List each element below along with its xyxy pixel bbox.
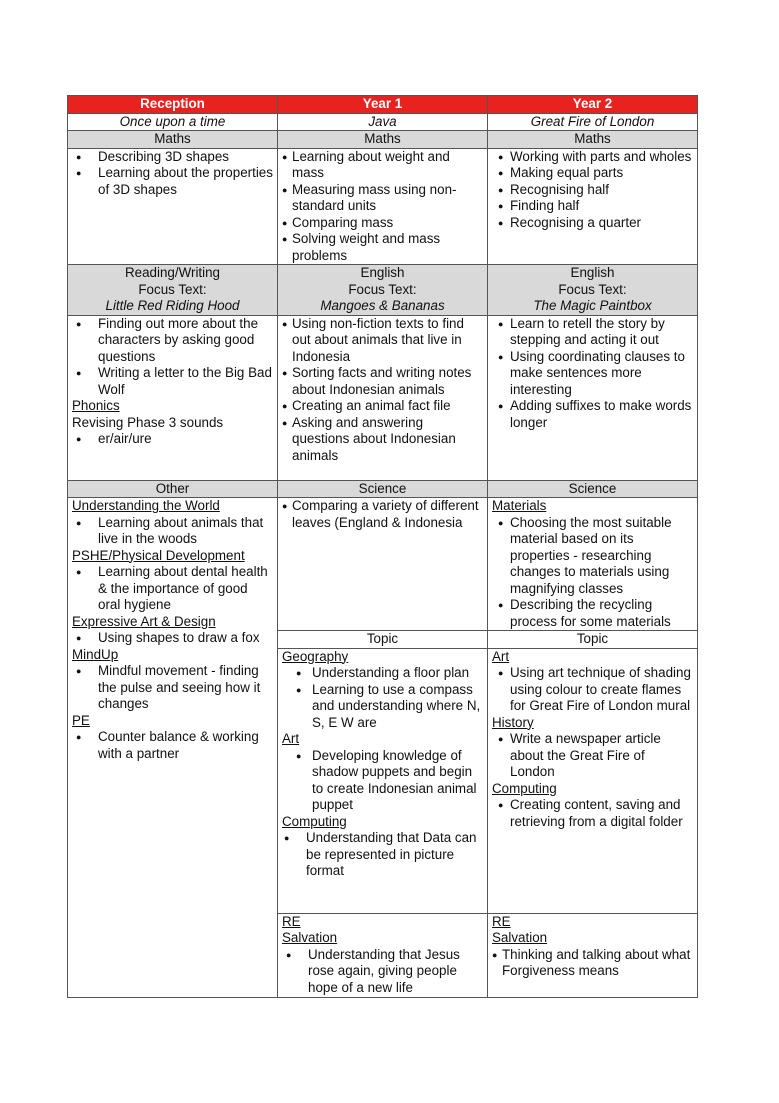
header-reception: Reception <box>68 96 278 114</box>
other-science-label-row <box>68 480 698 498</box>
subject-label: English <box>360 265 405 280</box>
theme-row <box>68 113 698 131</box>
focus-label: Focus Text: <box>558 281 627 297</box>
list-item: ● Learn to retell the story by stepping and acting it out <box>510 316 693 349</box>
list-item: ● Understanding that Data can be represented in picture format <box>306 830 483 880</box>
science-content-row <box>68 498 698 631</box>
list-item: ● Mindful movement - finding the pulse and seeing how it changes <box>98 663 273 713</box>
computing-label: Computing <box>282 813 347 829</box>
list-item: ● Describing the recycling process for some materials <box>510 597 693 630</box>
list-item: ● Recognising half <box>510 182 693 199</box>
science-year2 <box>488 498 698 631</box>
art-label: Art <box>492 648 510 664</box>
english-reception <box>68 315 278 480</box>
focus-text: Mangoes & Bananas <box>320 298 445 313</box>
list-item: ● Working with parts and wholes <box>510 149 693 166</box>
focus-label: Focus Text: <box>138 281 207 297</box>
list-item: ● Learning about weight and mass <box>292 149 483 182</box>
other-label: Other <box>68 480 278 498</box>
list-item: ● Adding suffixes to make words longer <box>510 398 693 431</box>
re-year1 <box>278 913 488 997</box>
list-item: ● Recognising a quarter <box>510 215 693 232</box>
list-item: ● Describing 3D shapes <box>98 149 273 166</box>
pshe-label: PSHE/Physical Development <box>72 547 245 563</box>
list-item: ● er/air/ure <box>98 431 273 448</box>
computing-label: Computing <box>492 780 557 796</box>
list-item: ● Thinking and talking about what Forgiveness means <box>502 947 693 980</box>
theme-reception: Once upon a time <box>68 113 278 131</box>
list-item: ● Finding half <box>510 198 693 215</box>
maths-label-year2: Maths <box>488 131 698 149</box>
list-item: ● Using non-fiction texts to find out about animals that live in Indonesia <box>292 316 483 366</box>
list-item: ● Counter balance & working with a partner <box>98 729 273 762</box>
maths-label-row <box>68 131 698 149</box>
re-label: RE <box>492 913 511 929</box>
list-item: ● Writing a letter to the Big Bad Wolf <box>98 365 273 398</box>
list-item: ● Learning to use a compass and understanding where N, S, E W are <box>312 682 483 732</box>
maths-reception <box>68 148 278 265</box>
list-item: ● Finding out more about the characters by asking good questions <box>98 316 273 366</box>
focus-text: The Magic Paintbox <box>533 298 652 313</box>
focus-text: Little Red Riding Hood <box>105 298 240 313</box>
list-item: ● Asking and answering questions about Indonesian animals <box>292 415 483 465</box>
science-label-year2: Science <box>488 480 698 498</box>
subject-label: Reading/Writing <box>124 265 221 280</box>
header-year2: Year 2 <box>488 96 698 114</box>
list-item: ● Learning about animals that live in the woods <box>98 515 273 548</box>
materials-label: Materials <box>492 498 547 513</box>
ead-label: Expressive Art & Design <box>72 613 216 629</box>
list-item: ● Using coordinating clauses to make sentences more interesting <box>510 349 693 399</box>
list-item: ● Sorting facts and writing notes about Indonesian animals <box>292 365 483 398</box>
english-label-row <box>68 265 698 316</box>
salvation-label: Salvation <box>282 930 338 945</box>
list-item: ● Comparing mass <box>292 215 483 232</box>
english-content-row <box>68 315 698 480</box>
list-item: ● Learning about the properties of 3D shapes <box>98 165 273 198</box>
topic-label-year1: Topic <box>278 631 488 649</box>
list-item: ● Understanding a floor plan <box>312 665 483 682</box>
english-year2 <box>488 315 698 480</box>
re-year2 <box>488 913 698 997</box>
list-item: ● Solving weight and mass problems <box>292 231 483 264</box>
english-label-year2 <box>488 265 698 316</box>
maths-label-year1: Maths <box>278 131 488 149</box>
re-label: RE <box>282 913 301 929</box>
header-year1: Year 1 <box>278 96 488 114</box>
header-row <box>68 96 698 114</box>
geography-label: Geography <box>282 648 349 664</box>
list-item: ● Using art technique of shading using colour to create flames for Great Fire of London mural <box>510 665 693 715</box>
list-item: ● Creating an animal fact file <box>292 398 483 415</box>
list-item: ● Choosing the most suitable material based on its properties - researching changes to materials using magnifying classes <box>510 515 693 598</box>
science-year1 <box>278 498 488 631</box>
list-item: ● Making equal parts <box>510 165 693 182</box>
list-item: ● Understanding that Jesus rose again, giving people hope of a new life <box>308 947 483 997</box>
art-label: Art <box>282 731 300 746</box>
maths-content-row <box>68 148 698 265</box>
history-label: History <box>492 714 534 730</box>
english-label-year1 <box>278 265 488 316</box>
mindup-label: MindUp <box>72 646 119 662</box>
phonics-text: Revising Phase 3 sounds <box>72 414 224 430</box>
english-year1 <box>278 315 488 480</box>
list-item: ● Measuring mass using non-standard units <box>292 182 483 215</box>
other-reception <box>68 498 278 998</box>
maths-label-reception: Maths <box>68 131 278 149</box>
list-item: ● Using shapes to draw a fox <box>98 630 273 647</box>
theme-year1: Java <box>278 113 488 131</box>
list-item: ● Learning about dental health & the importance of good oral hygiene <box>98 564 273 614</box>
subject-label: English <box>570 265 615 280</box>
science-label-year1: Science <box>278 480 488 498</box>
topic-year2 <box>488 648 698 913</box>
english-label-reception <box>68 265 278 316</box>
curriculum-table <box>67 95 698 998</box>
pe-label: PE <box>72 712 90 728</box>
list-item: ● Developing knowledge of shadow puppets and begin to create Indonesian animal puppet <box>312 748 483 814</box>
utw-label: Understanding the World <box>72 498 220 513</box>
focus-label: Focus Text: <box>348 281 417 297</box>
theme-year2: Great Fire of London <box>488 113 698 131</box>
list-item: ● Comparing a variety of different leaves (England & Indonesia <box>292 498 483 531</box>
list-item: ● Creating content, saving and retrieving from a digital folder <box>510 797 693 830</box>
topic-label-year2: Topic <box>488 631 698 649</box>
maths-year2 <box>488 148 698 265</box>
topic-year1 <box>278 648 488 913</box>
list-item: ● Write a newspaper article about the Great Fire of London <box>510 731 693 781</box>
salvation-label: Salvation <box>492 930 548 945</box>
maths-year1 <box>278 148 488 265</box>
phonics-label: Phonics <box>72 398 120 413</box>
